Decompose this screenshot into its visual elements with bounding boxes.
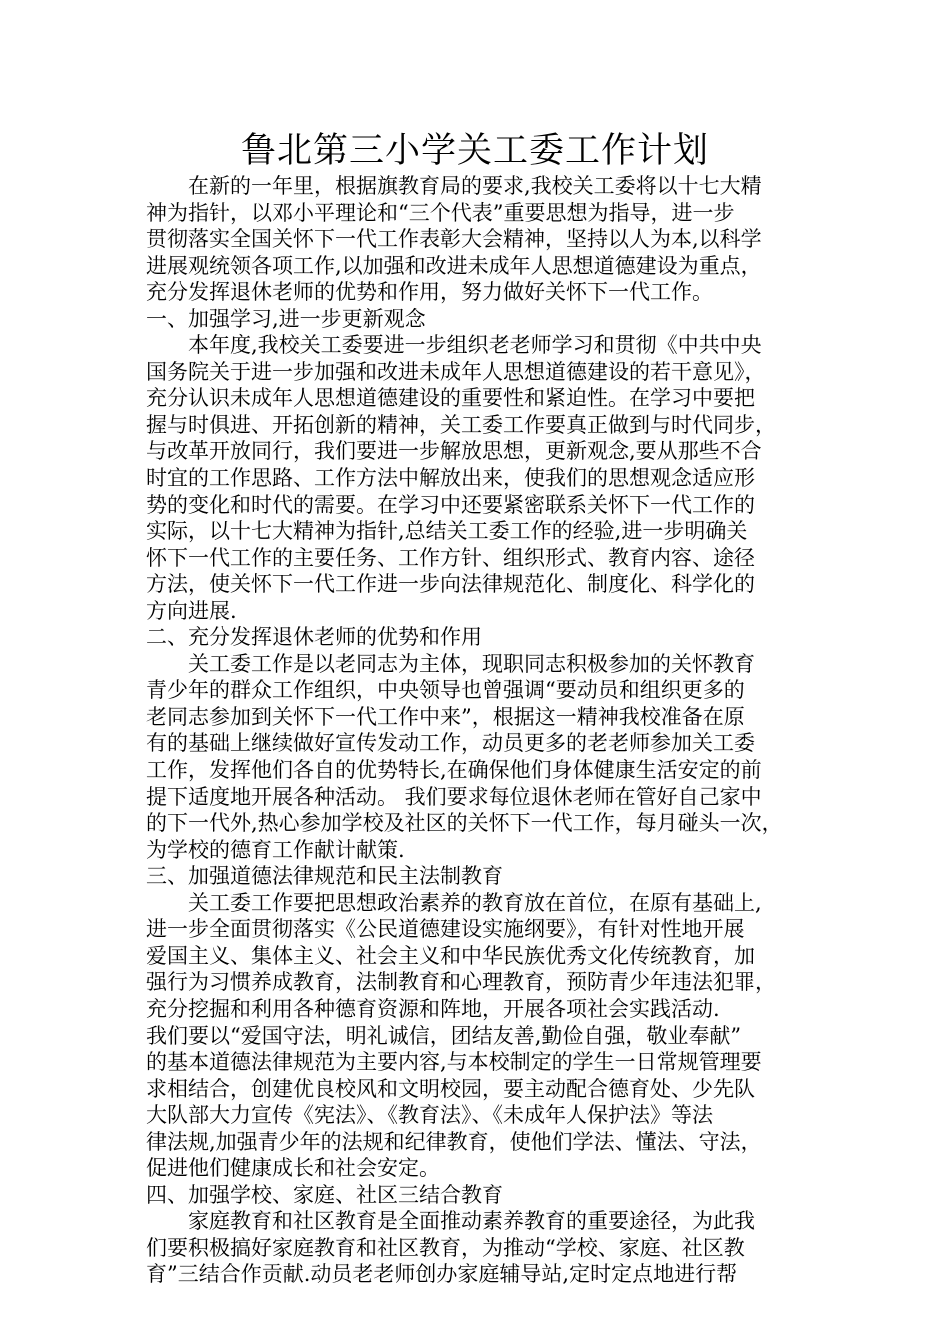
text-line: 贯彻落实全国关怀下一代工作表彰大会精神，坚持以人为本,以科学: [146, 227, 762, 252]
text-line: 的下一代外,热心参加学校及社区的关怀下一代工作，每月碰头一次，: [146, 811, 783, 836]
text-line: 握与时俱进、开拓创新的精神，关工委工作要真正做到与时代同步，: [146, 412, 776, 437]
text-line: 充分发挥退休老师的优势和作用，努力做好关怀下一代工作。: [146, 280, 713, 305]
text-line: 育”三结合作贡献.动员老老师创办家庭辅导站,定时定点地进行帮: [146, 1262, 738, 1287]
text-line: 时宜的工作思路、工作方法中解放出来，使我们的思想观念适应形: [146, 466, 755, 491]
text-line: 大队部大力宣传《宪法》、《教育法》、《未成年人保护法》等法: [146, 1103, 713, 1128]
text-line: 充分认识未成年人思想道德建设的重要性和紧迫性。在学习中要把: [146, 386, 755, 411]
text-line: 们要积极搞好家庭教育和社区教育，为推动“学校、家庭、社区教: [146, 1235, 745, 1260]
text-line: 四、加强学校、家庭、社区三结合教育: [146, 1182, 503, 1207]
text-line: 关工委工作要把思想政治素养的教育放在首位，在原有基础上,: [188, 890, 762, 915]
text-line: 充分挖掘和利用各种德育资源和阵地，开展各项社会实践活动.: [146, 996, 720, 1021]
text-line: 求相结合，创建优良校风和文明校园，要主动配合德育处、少先队: [146, 1076, 755, 1101]
text-line: 进一步全面贯彻落实《公民道德建设实施纲要》，有针对性地开展: [146, 917, 745, 942]
text-line: 老同志参加到关怀下一代工作中来”，根据这一精神我校准备在原: [146, 704, 745, 729]
text-line: 方向进展.: [146, 598, 237, 623]
text-line: 进展观统领各项工作,以加强和改进未成年人思想道德建设为重点，: [146, 253, 762, 278]
text-line: 本年度,我校关工委要进一步组织老老师学习和贯彻《中共中央: [188, 333, 762, 358]
text-line: 有的基础上继续做好宣传发动工作，动员更多的老老师参加关工委: [146, 731, 755, 756]
text-line: 二、充分发挥退休老师的优势和作用: [146, 625, 482, 650]
text-line: 与改革开放同行，我们要进一步解放思想，更新观念,要从那些不合: [146, 439, 762, 464]
text-line: 三、加强道德法律规范和民主法制教育: [146, 864, 503, 889]
text-line: 律法规,加强青少年的法规和纪律教育，使他们学法、懂法、守法，: [146, 1129, 762, 1154]
text-line: 实际，以十七大精神为指针,总结关工委工作的经验,进一步明确关: [146, 519, 748, 544]
text-line: 青少年的群众工作组织，中央领导也曾强调“要动员和组织更多的: [146, 678, 745, 703]
text-line: 提下适度地开展各种活动。 我们要求每位退休老师在管好自己家中: [146, 784, 762, 809]
text-line: 神为指针，以邓小平理论和“三个代表”重要思想为指导，进一步: [146, 200, 735, 225]
text-line: 爱国主义、集体主义、社会主义和中华民族优秀文化传统教育，加: [146, 943, 755, 968]
text-line: 为学校的德育工作献计献策.: [146, 837, 405, 862]
text-line: 势的变化和时代的需要。在学习中还要紧密联系关怀下一代工作的: [146, 492, 755, 517]
text-line: 促进他们健康成长和社会安定。: [146, 1156, 440, 1181]
text-line: 工作，发挥他们各自的优势特长,在确保他们身体健康生活安定的前: [146, 758, 762, 783]
text-line: 的基本道德法律规范为主要内容,与本校制定的学生一日常规管理要: [146, 1050, 762, 1075]
text-line: 关工委工作是以老同志为主体，现职同志积极参加的关怀教育: [188, 651, 755, 676]
document-title: 鲁北第三小学关工委工作计划: [240, 131, 709, 171]
text-line: 家庭教育和社区教育是全面推动素养教育的重要途径，为此我: [188, 1209, 755, 1234]
text-line: 国务院关于进一步加强和改进未成年人思想道德建设的若干意见》，: [146, 359, 766, 384]
text-line: 在新的一年里，根据旗教育局的要求,我校关工委将以十七大精: [188, 174, 762, 198]
text-line: 方法，使关怀下一代工作进一步向法律规范化、制度化、科学化的: [146, 572, 755, 597]
text-line: 怀下一代工作的主要任务、工作方针、组织形式、教育内容、途径: [146, 545, 755, 570]
text-line: 强行为习惯养成教育，法制教育和心理教育，预防青少年违法犯罪，: [146, 970, 776, 995]
document-body: [146, 173, 806, 1288]
text-line: 一、加强学习,进一步更新观念: [146, 306, 426, 331]
text-line: 我们要以“爱国守法，明礼诚信，团结友善,勤俭自强，敬业奉献”: [146, 1023, 742, 1048]
